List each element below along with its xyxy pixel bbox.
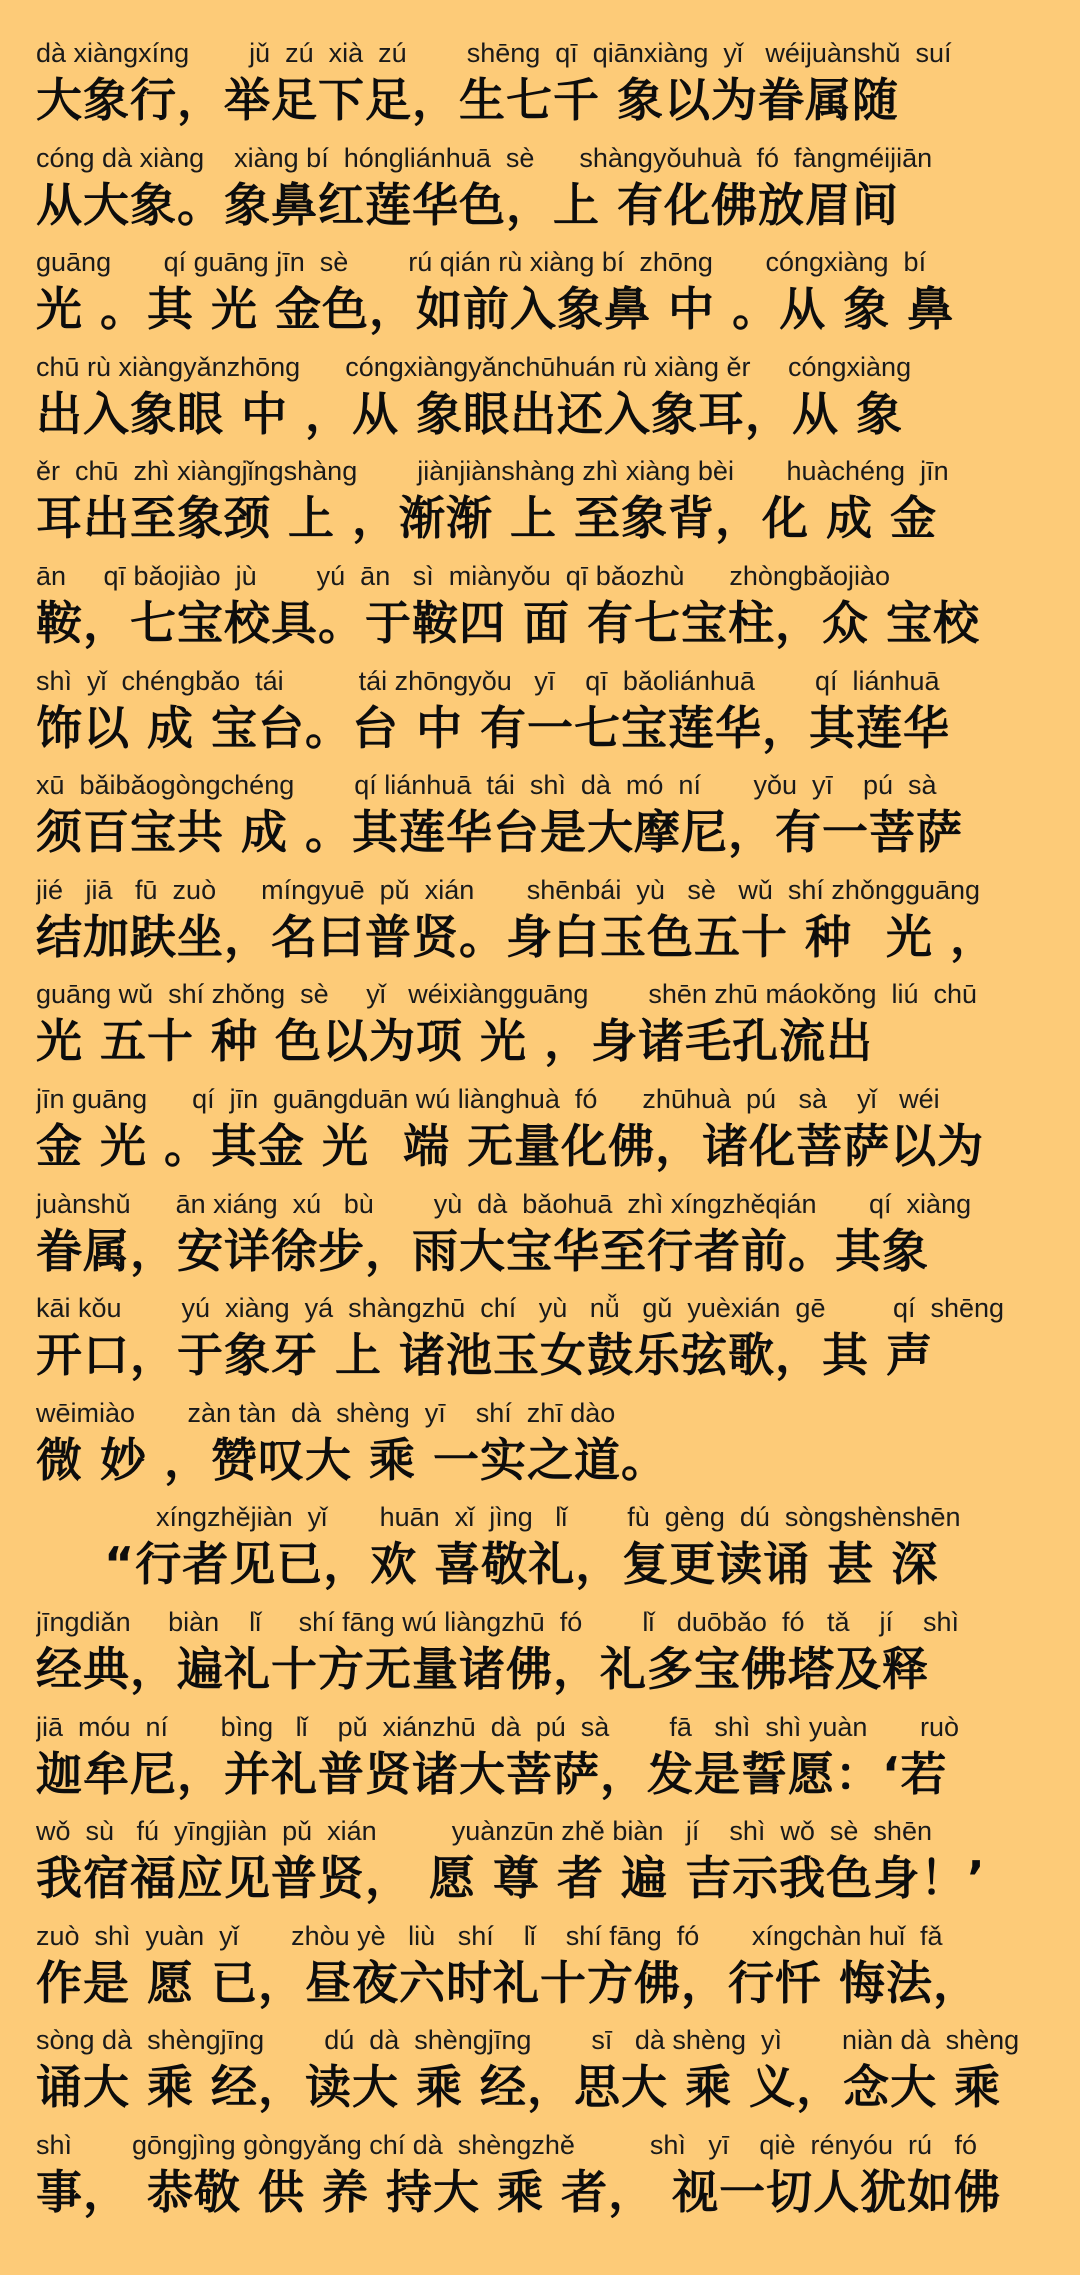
pinyin-line: ěr chū zhì xiàngjǐngshàng jiànjiànshàng zhì xiàng bèi huàchéng jīn	[36, 456, 949, 487]
pinyin-line: xū bǎibǎogòngchéng qí liánhuā tái shì dà mó ní yǒu yī pú sà	[36, 770, 937, 801]
hanzi-line: “行者见已，欢 喜敬礼，复更读诵 甚 深	[36, 1537, 939, 1592]
text-line	[36, 1500, 1044, 1605]
hanzi-line: 开口，于象牙 上 诸池玉女鼓乐弦歌，其 声	[36, 1328, 934, 1383]
text-line	[36, 1291, 1044, 1396]
text-line	[36, 1396, 1044, 1501]
text-line	[36, 141, 1044, 246]
pinyin-line: kāi kǒu yú xiàng yá shàngzhū chí yù nǚ gǔ yuèxián gē qí shēng	[36, 1293, 1005, 1324]
text-line	[36, 36, 1044, 141]
hanzi-line: 诵大 乘 经，读大 乘 经，思大 乘 义，念大 乘	[36, 2060, 1002, 2115]
text-line	[36, 977, 1044, 1082]
pinyin-line: jiā móu ní bìng lǐ pǔ xiánzhū dà pú sà fā shì shì yuàn ruò	[36, 1711, 959, 1742]
hanzi-line: 结加趺坐，名曰普贤。身白玉色五十 种 光 ，	[36, 909, 998, 964]
text-line	[36, 454, 1044, 559]
hanzi-line: 饰以 成 宝台。台 中 有一七宝莲华，其莲华	[36, 700, 951, 755]
text-line	[36, 1814, 1044, 1919]
hanzi-line: 微 妙 ，赞叹大 乘 一实之道。	[36, 1432, 669, 1487]
hanzi-line: 耳出至象颈 上 ，渐渐 上 至象背，化 成 金	[36, 491, 938, 546]
hanzi-line: 我宿福应见普贤， 愿 尊 者 遍 吉示我色身！’	[36, 1851, 986, 1906]
pinyin-line: sòng dà shèngjīng dú dà shèngjīng sī dà shèng yì niàn dà shèng	[36, 2025, 1020, 2056]
hanzi-line: 迦牟尼，并礼普贤诸大菩萨，发是誓愿：‘若	[36, 1746, 948, 1801]
pinyin-line: xíngzhějiàn yǐ huān xǐ jìng lǐ fù gèng dú sòngshènshēn	[36, 1502, 961, 1533]
text-line	[36, 2128, 1044, 2233]
pinyin-line: wǒ sù fú yīngjiàn pǔ xián yuànzūn zhě biàn jí shì wǒ sè shēn	[36, 1816, 932, 1847]
text-line	[36, 873, 1044, 978]
text-line	[36, 350, 1044, 455]
hanzi-line: 事， 恭敬 供 养 持大 乘 者， 视一切人犹如佛	[36, 2164, 1002, 2219]
text-line	[36, 1919, 1044, 2024]
pinyin-line: guāng wǔ shí zhǒng sè yǐ wéixiàngguāng shēn zhū máokǒng liú chū	[36, 979, 978, 1010]
text-line	[36, 1187, 1044, 1292]
hanzi-line: 经典，遍礼十方无量诸佛，礼多宝佛塔及释	[36, 1641, 929, 1696]
pinyin-line: juànshǔ ān xiáng xú bù yù dà bǎohuā zhì xíngzhěqián qí xiàng	[36, 1188, 972, 1219]
text-line	[36, 559, 1044, 664]
pinyin-line: cóng dà xiàng xiàng bí hóngliánhuā sè shàngyǒuhuà fó fàngméijiān	[36, 142, 933, 173]
hanzi-line: 出入象眼 中 ，从 象眼出还入象耳，从 象	[36, 386, 904, 441]
hanzi-line: 从大象。象鼻红莲华色，上 有化佛放眉间	[36, 177, 900, 232]
pinyin-line: shì yǐ chéngbǎo tái tái zhōngyǒu yī qī bǎoliánhuā qí liánhuā	[36, 665, 940, 696]
text-line	[36, 245, 1044, 350]
text-line	[36, 664, 1044, 769]
hanzi-line: 鞍，七宝校具。于鞍四 面 有七宝柱，众 宝校	[36, 595, 981, 650]
hanzi-line: 金 光 。其金 光 端 无量化佛，诸化菩萨以为	[36, 1118, 985, 1173]
hanzi-line: 光 五十 种 色以为项 光 ，身诸毛孔流出	[36, 1014, 874, 1069]
pinyin-line: guāng qí guāng jīn sè rú qián rù xiàng bí zhōng cóngxiàng bí	[36, 247, 927, 278]
pinyin-line: jié jiā fū zuò míngyuē pǔ xián shēnbái yù sè wǔ shí zhǒngguāng	[36, 874, 981, 905]
pinyin-line: jīn guāng qí jīn guāngduān wú liànghuà fó zhūhuà pú sà yǐ wéi	[36, 1083, 940, 1114]
text-block	[36, 36, 1044, 2232]
pinyin-line: shì gōngjìng gòngyǎng chí dà shèngzhě shì yī qiè rényóu rú fó	[36, 2129, 978, 2160]
pinyin-line: dà xiàngxíng jǔ zú xià zú shēng qī qiānxiàng yǐ wéijuànshǔ suí	[36, 38, 952, 68]
hanzi-line: 眷属，安详徐步，雨大宝华至行者前。其象	[36, 1223, 929, 1278]
pinyin-line: wēimiào zàn tàn dà shèng yī shí zhī dào	[36, 1397, 616, 1428]
hanzi-line: 大象行，举足下足，生七千 象以为眷属随	[36, 73, 900, 127]
text-line	[36, 2023, 1044, 2128]
pinyin-line: jīngdiǎn biàn lǐ shí fāng wú liàngzhū fó lǐ duōbǎo fó tǎ jí shì	[36, 1606, 960, 1637]
pinyin-line: chū rù xiàngyǎnzhōng cóngxiàngyǎnchūhuán rù xiàng ěr cóngxiàng	[36, 351, 912, 382]
text-line	[36, 768, 1044, 873]
hanzi-line: 光 。其 光 金色，如前入象鼻 中 。从 象 鼻	[36, 282, 955, 337]
hanzi-line: 作是 愿 已，昼夜六时礼十方佛，行忏 悔法，	[36, 1955, 981, 2010]
text-line	[36, 1710, 1044, 1815]
text-line	[36, 1082, 1044, 1187]
pinyin-line: ān qī bǎojiào jù yú ān sì miànyǒu qī bǎozhù zhòngbǎojiào	[36, 560, 891, 591]
text-line	[36, 1605, 1044, 1710]
hanzi-line: 须百宝共 成 。其莲华台是大摩尼，有一菩萨	[36, 805, 964, 860]
pinyin-line: zuò shì yuàn yǐ zhòu yè liù shí lǐ shí fāng fó xíngchàn huǐ fǎ	[36, 1920, 943, 1951]
